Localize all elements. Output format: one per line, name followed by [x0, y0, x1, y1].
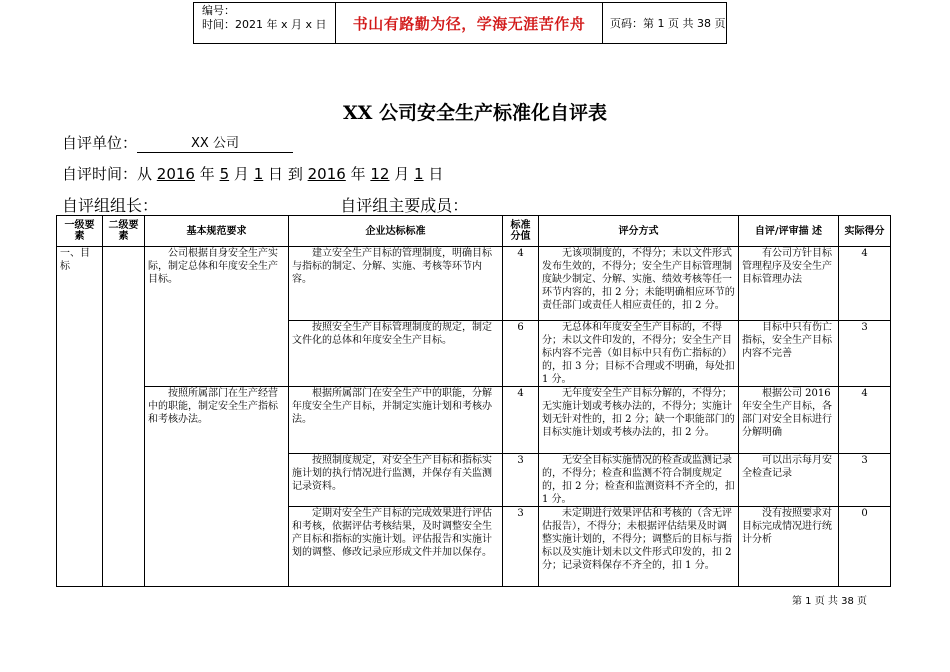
leader-label: 自评组组长：: [62, 196, 159, 215]
standard-cell: 定期对安全生产目标的完成效果进行评估和考核，依据评估考核结果，及时调整安全生产目标和指标的实施计划。评估报告和实施计划的调整、修改记录应形成文件并加以保存。: [289, 507, 503, 587]
day-char-2: 日: [428, 165, 444, 183]
col-header-method: 评分方式: [539, 216, 739, 247]
score-cell: 3: [503, 507, 539, 587]
page-title: XX 公司安全生产标准化自评表: [342, 102, 608, 124]
actual-score-cell: 0: [839, 507, 891, 587]
col-header-level2: 二级要素: [103, 216, 145, 247]
standard-cell: 建立安全生产目标的管理制度，明确目标与指标的制定、分解、实施、考核等环节内容。: [289, 247, 503, 321]
actual-score-cell: 3: [839, 321, 891, 387]
actual-score-cell: 4: [839, 247, 891, 321]
page-label: 页码：第 1 页 共 38 页: [610, 17, 726, 30]
unit-value-text: XX 公司: [191, 136, 239, 151]
review-cell: 目标中只有伤亡指标，安全生产目标内容不完善: [739, 321, 839, 387]
start-month: 5: [219, 165, 230, 183]
evaluation-table: [56, 215, 891, 587]
standard-cell: 根据所属部门在安全生产中的职能，分解年度安全生产目标，并制定实施计划和考核办法。: [289, 387, 503, 454]
header-meta: [194, 3, 336, 43]
month-char-1: 月: [233, 165, 249, 183]
col-header-basic: 基本规范要求: [145, 216, 289, 247]
level1-cell: 一、目标: [57, 247, 103, 587]
standard-cell: 按照安全生产目标管理制度的规定，制定文件化的总体和年度安全生产目标。: [289, 321, 503, 387]
score-cell: 4: [503, 387, 539, 454]
year-char-1: 年: [199, 165, 215, 183]
day-char-1: 日: [268, 165, 284, 183]
score-cell: 6: [503, 321, 539, 387]
score-cell: 4: [503, 247, 539, 321]
time-label-text: 自评时间：从: [62, 165, 153, 183]
col-header-score: 标准分值: [503, 216, 539, 247]
time-line: [62, 163, 443, 184]
year-char-2: 年: [350, 165, 366, 183]
actual-score-cell: 3: [839, 454, 891, 507]
time-label: 时间：2021 年 x 月 x 日: [202, 18, 327, 31]
method-cell: 无安全目标实施情况的检查或监测记录的，不得分；检查和监测不符合制度规定的，扣 2 分；检查和监测资料不齐全的，扣 1 分。: [539, 454, 739, 507]
to-label: 到: [287, 165, 303, 183]
unit-line: [62, 132, 293, 153]
method-cell: 无年度安全生产目标分解的，不得分；无实施计划或考核办法的，不得分；实施计划无针对性的，扣 2 分；缺一个职能部门的目标实施计划或考核办法的，扣 2 分。: [539, 387, 739, 454]
start-day: 1: [253, 165, 264, 183]
team-line: [62, 193, 532, 216]
document-header: [193, 2, 727, 44]
end-day: 1: [414, 165, 424, 183]
members-value: [468, 199, 532, 216]
number-label: 编号：: [202, 4, 235, 17]
col-header-actual: 实际得分: [839, 216, 891, 247]
table-header-row: [57, 216, 891, 247]
review-cell: 没有按照要求对目标完成情况进行统计分析: [739, 507, 839, 587]
col-header-standard: 企业达标标准: [289, 216, 503, 247]
basic-requirement: 按照所属部门在生产经营中的职能，制定安全生产指标和考核办法。: [145, 387, 289, 587]
start-year: 2016: [156, 165, 195, 183]
review-cell: 根据公司 2016 年安全生产目标，各部门对安全目标进行分解明确: [739, 387, 839, 454]
method-cell: 无该项制度的，不得分；未以文件形式发布生效的，不得分；安全生产目标管理制度缺少制定、分解、实施、绩效考核等任一环节内容的，扣 2 分；未能明确相应环节的责任部门或责任人相应责任的，扣 2 分。: [539, 247, 739, 321]
standard-cell: 按照制度规定，对安全生产目标和指标实施计划的执行情况进行监测，并保存有关监测记录资料。: [289, 454, 503, 507]
review-cell: 有公司方针目标管理程序及安全生产目标管理办法: [739, 247, 839, 321]
unit-value: [137, 136, 293, 153]
end-month: 12: [370, 165, 390, 183]
review-cell: 可以出示每月安全检查记录: [739, 454, 839, 507]
col-header-review: 自评/评审描 述: [739, 216, 839, 247]
level2-cell: [103, 247, 145, 587]
page-footer: 第 1 页 共 38 页: [792, 596, 867, 607]
unit-label: 自评单位：: [62, 134, 138, 152]
table-row: [57, 387, 891, 454]
actual-score-cell: 4: [839, 387, 891, 454]
basic-requirement: 公司根据自身安全生产实际，制定总体和年度安全生产目标。: [145, 247, 289, 387]
motto: 书山有路勤为径，学海无涯苦作舟: [336, 3, 603, 43]
end-year: 2016: [307, 165, 346, 183]
table-row: [57, 247, 891, 321]
leader-value: [158, 199, 270, 216]
col-header-level1: 一级要素: [57, 216, 103, 247]
members-label: 自评组主要成员：: [340, 196, 469, 215]
score-cell: 3: [503, 454, 539, 507]
month-char-2: 月: [394, 165, 410, 183]
method-cell: 无总体和年度安全生产目标的，不得分；未以文件印发的，不得分；安全生产目标内容不完善（如目标中只有伤亡指标的）的，扣 3 分；目标不合理或不明确，每处扣 1 分。: [539, 321, 739, 387]
method-cell: 未定期进行效果评估和考核的（含无评估报告），不得分；未根据评估结果及时调整实施计划的，不得分；调整后的目标与指标以及实施计划未以文件形式印发的，扣 2 分；记录资料保存不齐全的，扣 1 分。: [539, 507, 739, 587]
